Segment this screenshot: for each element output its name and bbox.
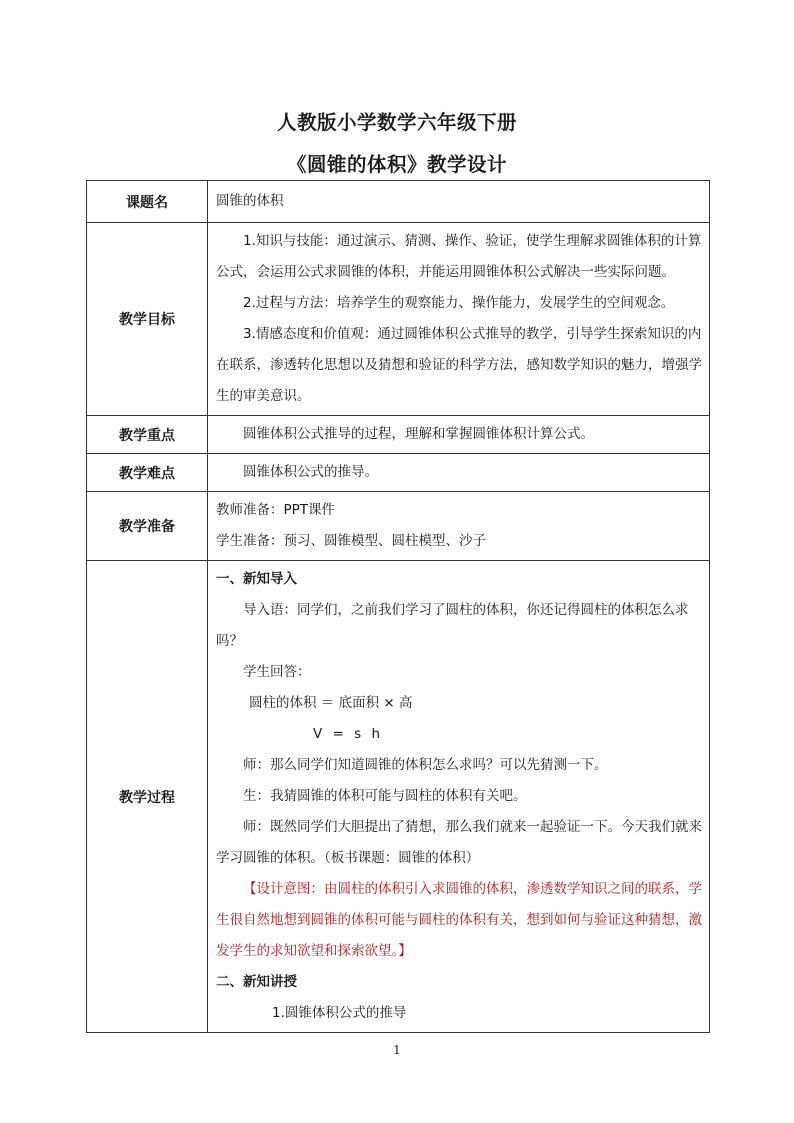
value-topic bbox=[208, 181, 710, 223]
section-heading-teaching: 二、新知讲授 bbox=[216, 974, 297, 990]
topic-text: 圆锥的体积 bbox=[216, 193, 284, 209]
design-intent: 【设计意图：由圆柱的体积引入求圆锥的体积，渗透数学知识之间的联系，学生很自然地想到圆锥的体积可能与圆柱的体积有关，想到如何与验证这种猜想，激发学生的求知欲望和探索欲望。】 bbox=[216, 881, 702, 959]
intro-text: 导入语：同学们，之前我们学习了圆柱的体积，你还记得圆柱的体积怎么求吗？ bbox=[216, 602, 689, 649]
label-key-point: 教学重点 bbox=[87, 416, 208, 454]
label-preparation: 教学准备 bbox=[87, 492, 208, 561]
student-answer-label: 学生回答： bbox=[243, 664, 311, 680]
value-difficulty bbox=[208, 454, 710, 492]
key-point-text: 圆锥体积公式推导的过程，理解和掌握圆锥体积计算公式。 bbox=[243, 426, 594, 442]
subsection-derivation: 1.圆锥体积公式的推导 bbox=[272, 1005, 407, 1021]
student-preparation: 学生准备：预习、圆锥模型、圆柱模型、沙子 bbox=[216, 533, 486, 549]
label-difficulty: 教学难点 bbox=[87, 454, 208, 492]
row-difficulty bbox=[87, 454, 710, 492]
teacher-verify: 师：既然同学们大胆提出了猜想，那么我们就来一起验证一下。今天我们就来学习圆锥的体积。（板书课题：圆锥的体积） bbox=[216, 819, 702, 866]
row-objectives bbox=[87, 223, 710, 416]
objective-2: 2.过程与方法：培养学生的观察能力、操作能力，发展学生的空间观念。 bbox=[243, 295, 675, 311]
row-process bbox=[87, 561, 710, 1033]
value-key-point bbox=[208, 416, 710, 454]
student-guess: 生：我猜圆锥的体积可能与圆柱的体积有关吧。 bbox=[243, 788, 527, 804]
difficulty-text: 圆锥体积公式的推导。 bbox=[243, 464, 378, 480]
label-process: 教学过程 bbox=[87, 561, 208, 1033]
lesson-plan-table bbox=[86, 180, 710, 1033]
document-title: 人教版小学数学六年级下册 bbox=[276, 111, 517, 134]
formula-symbols: V = s h bbox=[313, 726, 384, 742]
value-process bbox=[208, 561, 710, 1033]
value-preparation bbox=[208, 492, 710, 561]
label-topic: 课题名 bbox=[87, 181, 208, 223]
row-topic bbox=[87, 181, 710, 223]
document-subtitle: 《圆锥的体积》教学设计 bbox=[286, 153, 507, 176]
objective-3: 3.情感态度和价值观：通过圆锥体积公式推导的教学，引导学生探索知识的内在联系，渗透转化思想以及猜想和验证的科学方法，感知数学知识的魅力，增强学生的审美意识。 bbox=[216, 326, 702, 404]
formula-words: 圆柱的体积 ＝ 底面积 × 高 bbox=[249, 695, 413, 711]
row-key-point bbox=[87, 416, 710, 454]
objective-1: 1.知识与技能：通过演示、猜测、操作、验证，使学生理解求圆锥体积的计算公式，会运用公式求圆锥的体积，并能运用圆锥体积公式解决一些实际问题。 bbox=[216, 233, 702, 280]
teacher-preparation: 教师准备：PPT课件 bbox=[216, 502, 336, 518]
row-preparation bbox=[87, 492, 710, 561]
section-heading-intro: 一、新知导入 bbox=[216, 571, 297, 587]
teacher-question: 师：那么同学们知道圆锥的体积怎么求吗？可以先猜测一下。 bbox=[243, 757, 608, 773]
value-objectives bbox=[208, 223, 710, 416]
label-objectives: 教学目标 bbox=[87, 223, 208, 416]
page-number: 1 bbox=[393, 1043, 401, 1057]
